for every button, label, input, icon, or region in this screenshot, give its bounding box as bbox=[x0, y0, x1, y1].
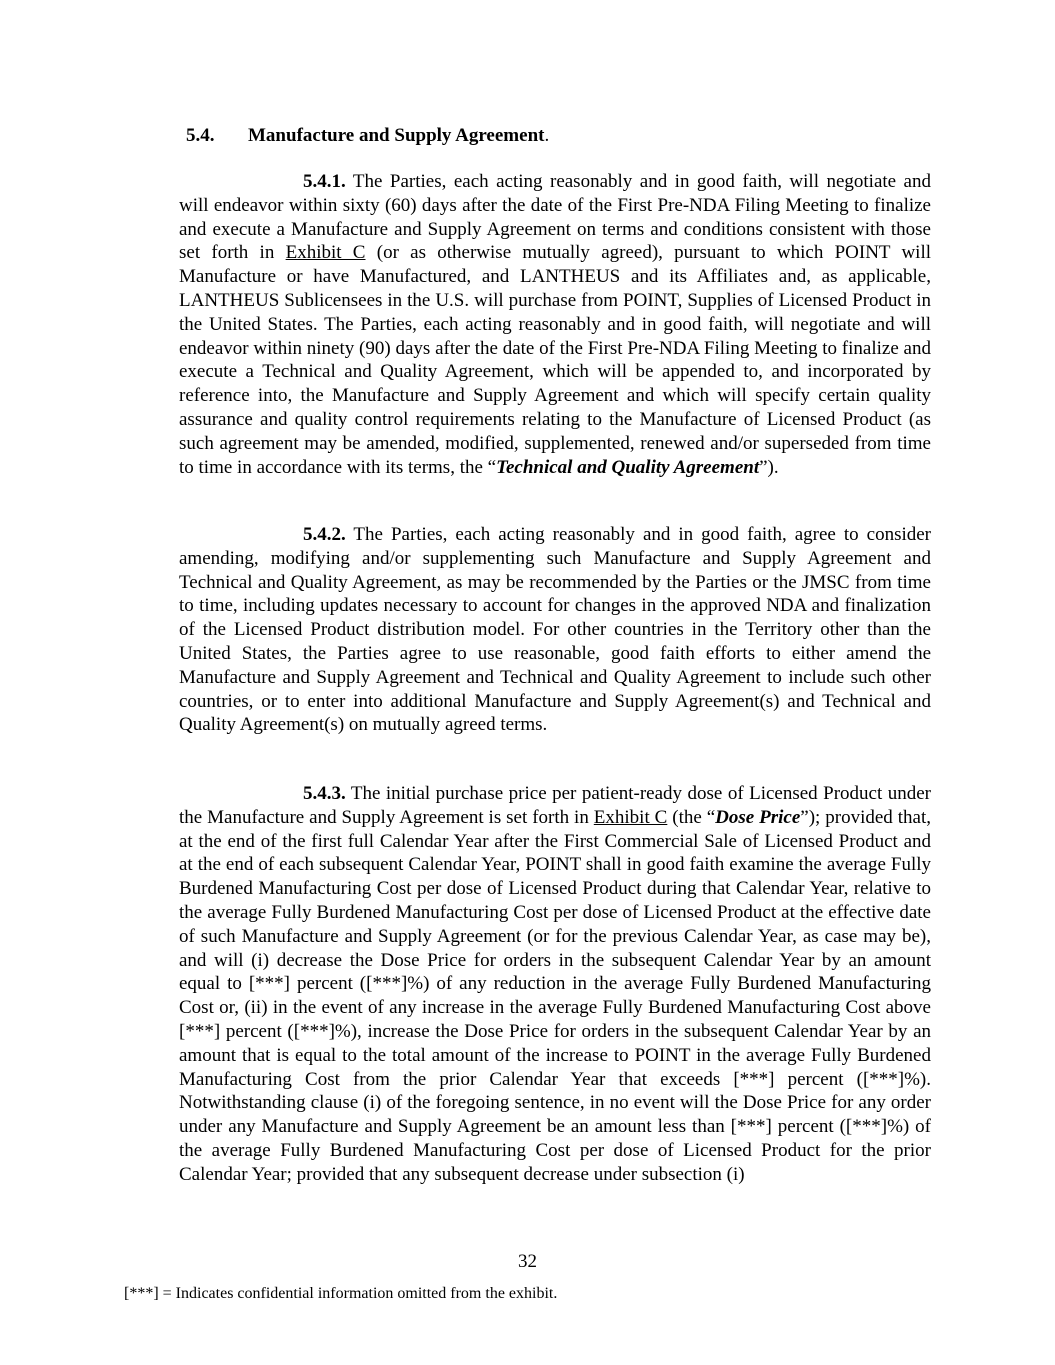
paragraph-text: The initial purchase price per patient-ready dose of Licensed Product under the Manufacture and Supply Agreement is set forth in bbox=[179, 783, 931, 828]
page-number: 32 bbox=[518, 1251, 537, 1272]
paragraph-text: ”); provided that, at the end of the first full Calendar Year after the First Commercial Sale of Licensed Product and at the end of each subsequent Calendar Year, POINT shall in good faith examine the average Fully Burdened Manufacturing Cost per dose of Licensed Product during that Calendar Year, relative to the average Fully Burdened Manufacturing Cost per dose of Licensed Product at the effective date of such Manufacture and Supply Agreement (or for the previous Calendar Year, as case may be), and will (i) decrease the Dose Price for orders in the subsequent Calendar Year by an amount equal to [***] percent ([***]%) of any reduction in the average Fully Burdened Manufacturing Cost or, (ii) in the event of any increase in the average Fully Burdened Manufacturing Cost above [***] percent ([***]%), increase the Dose Price for orders in the subsequent Calendar Year by an amount that is equal to the total amount of the increase to POINT in the average Fully Burdened Manufacturing Cost from the prior Calendar Year that exceeds [***] percent ([***]%). Notwithstanding clause (i) of the foregoing sentence, in no event will the Dose Price for any order under any Manufacture and Supply Agreement be an amount less than [***] percent ([***]%) of the average Fully Burdened Manufacturing Cost per dose of Licensed Product for the prior Calendar Year; provided that any subsequent decrease under subsection (i) bbox=[179, 806, 931, 1185]
paragraph-5-4-2 bbox=[179, 523, 931, 737]
paragraph-text: The Parties, each acting reasonably and in good faith, will negotiate and will endeavor within sixty (60) days after the date of the First Pre-NDA Filing Meeting to finalize and execute a Manufacture and Supply Agreement on terms and conditions consistent with those set forth in bbox=[179, 171, 931, 264]
paragraph-text: The Parties, each acting reasonably and in good faith, agree to consider amending, modifying and/or supplementing such Manufacture and Supply Agreement and Technical and Quality Agreement, as may be recommended by the Parties or the JMSC from time to time, including updates necessary to account for changes in the approved NDA and finalization of the Licensed Product distribution model. For other countries in the Territory other than the United States, the Parties agree to use reasonable, good faith efforts to either amend the Manufacture and Supply Agreement and Technical and Quality Agreement to include such other countries, or to enter into additional Manufacture and Supply Agreement(s) and Technical and Quality Agreement(s) on mutually agreed terms. bbox=[179, 524, 931, 736]
paragraph-text: (the “ bbox=[667, 806, 716, 828]
paragraph-5-4-3 bbox=[179, 782, 931, 1187]
section-heading bbox=[186, 124, 549, 148]
section-title: Manufacture and Supply Agreement bbox=[248, 125, 545, 146]
defined-term: Technical and Quality Agreement bbox=[496, 456, 760, 478]
confidentiality-footnote: [***] = Indicates confidential information omitted from the exhibit. bbox=[124, 1285, 558, 1302]
defined-term: Dose Price bbox=[715, 806, 801, 828]
subsection-number: 5.4.3. bbox=[303, 783, 346, 804]
exhibit-c-reference: Exhibit C bbox=[285, 242, 366, 264]
exhibit-c-reference: Exhibit C bbox=[593, 806, 668, 828]
section-number: 5.4. bbox=[186, 125, 215, 146]
section-title-period: . bbox=[544, 125, 550, 146]
paragraph-5-4-1 bbox=[179, 170, 931, 479]
paragraph-text: ”). bbox=[759, 456, 779, 478]
paragraph-text: (or as otherwise mutually agreed), pursuant to which POINT will Manufacture or have Manufactured, and LANTHEUS and its Affiliates and, as applicable, LANTHEUS Sublicensees in the U.S. will purchase from POINT, Supplies of Licensed Product in the United States. The Parties, each acting reasonably and in good faith, will negotiate and will endeavor within ninety (90) days after the date of the First Pre-NDA Filing Meeting to finalize and execute a Technical and Quality Agreement, which will be appended to, and incorporated by reference into, the Manufacture and Supply Agreement and which will specify certain quality assurance and quality control requirements relating to the Manufacture of Licensed Product (as such agreement may be amended, modified, supplemented, renewed and/or superseded from time to time in accordance with its terms, the “ bbox=[179, 242, 932, 478]
subsection-number: 5.4.1. bbox=[303, 171, 346, 192]
subsection-number: 5.4.2. bbox=[303, 524, 346, 545]
